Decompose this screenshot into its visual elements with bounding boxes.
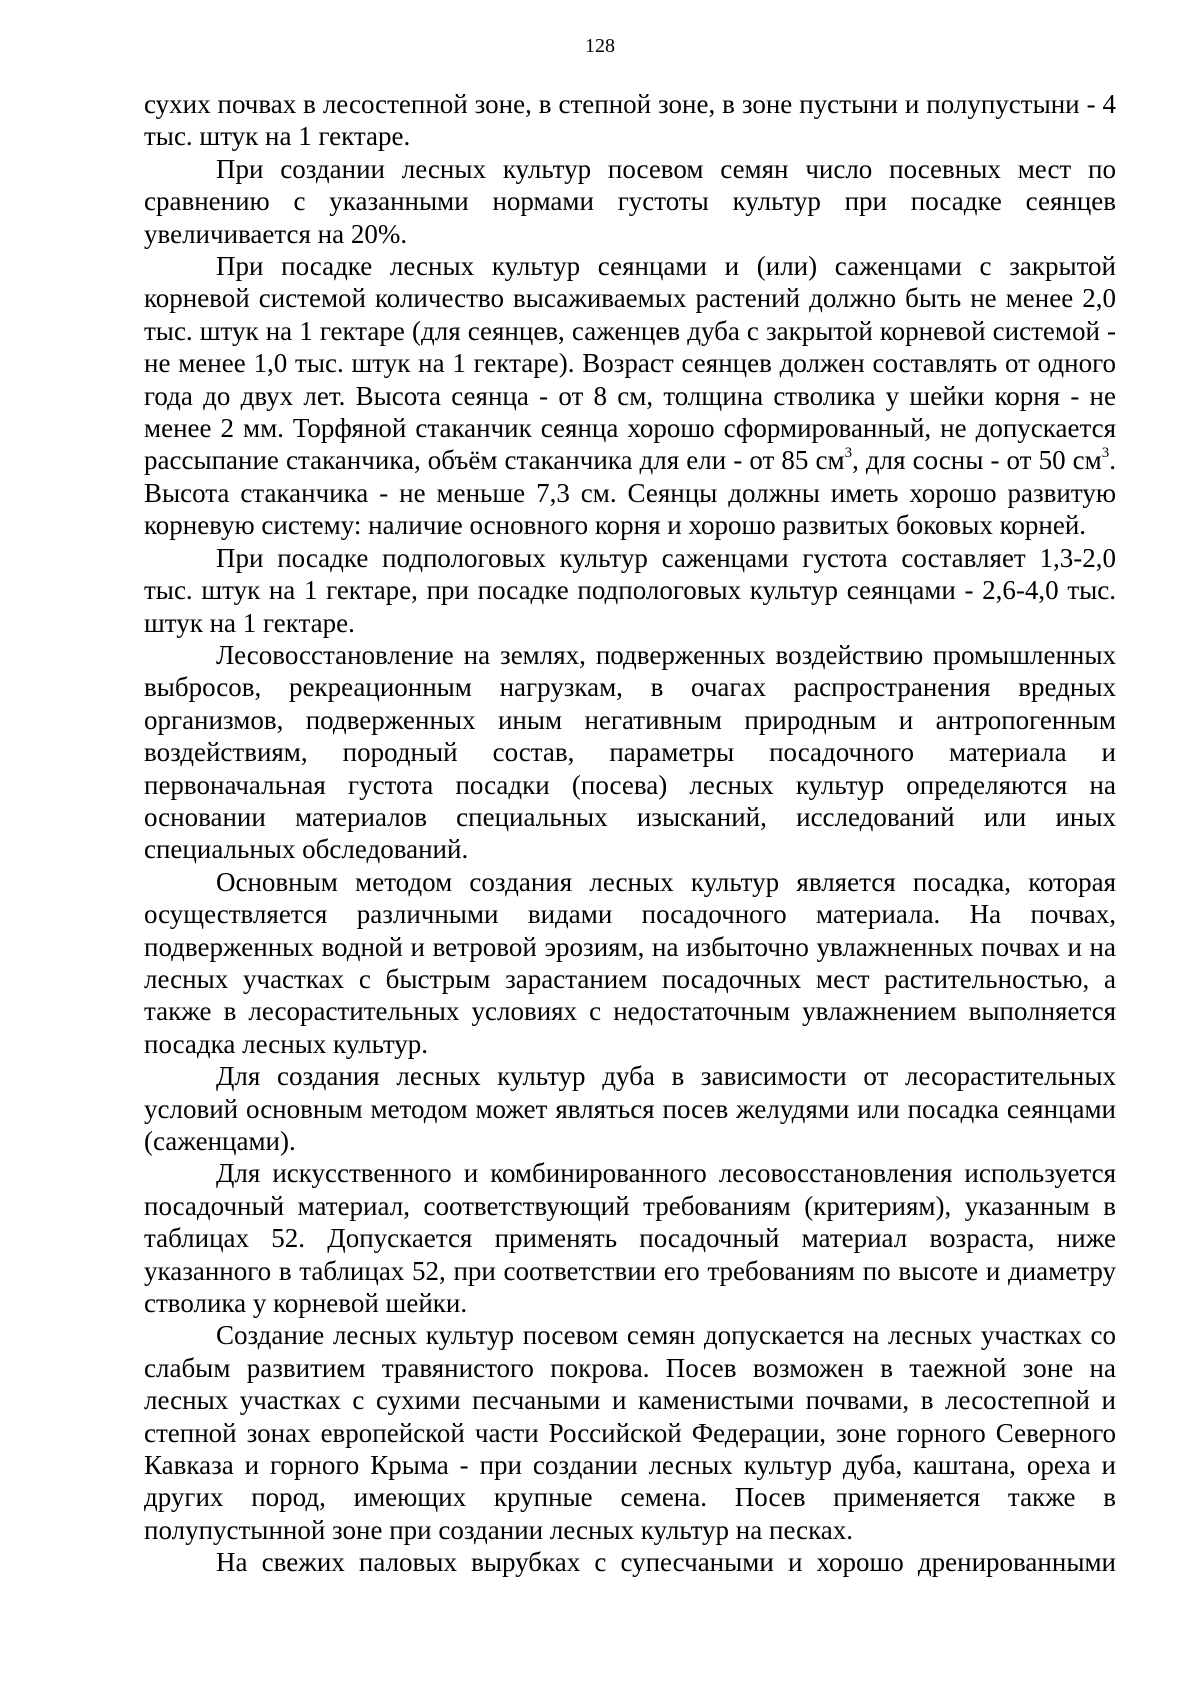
paragraph: Для создания лесных культур дуба в зависимости от лесорастительных условий основным методом может являться посев желудями или посадка сеянцами (саженцами). [144, 1061, 1116, 1156]
paragraph-text: При посадке лесных культур сеянцами и (или) саженцами с закрытой корневой системой количество высаживаемых растений должно быть не менее 2,0 тыс. штук на 1 гектаре (для сеянцев, саженцев дуба с закрытой корневой системой - не менее 1,0 тыс. штук на 1 гектаре). Возраст сеянцев должен составлять от одного года до двух лет. Высота сеянца - от 8 см, толщина стволика у шейки корня - не менее 2 мм. Торфяной стаканчик сеянца хорошо сформированный, не допускается рассыпание стаканчика, объём стаканчика для ели - от 85 см [144, 251, 1116, 476]
superscript-exponent: 3 [844, 445, 853, 462]
paragraph: сухих почвах в лесостепной зоне, в степной зоне, в зоне пустыни и полупустыни - 4 тыс. штук на 1 гектаре. [144, 89, 1116, 152]
document-body [144, 88, 1116, 1579]
paragraph: При создании лесных культур посевом семян число посевных мест по сравнению с указанными нормами густоты культур при посадке сеянцев увеличивается на 20%. [144, 153, 1116, 249]
paragraph: На свежих паловых вырубках с супесчаными и хорошо дренированными [216, 1547, 1116, 1578]
paragraph: Основным методом создания лесных культур является посадка, которая осуществляется различными видами посадочного материала. На почвах, подверженных водной и ветровой эрозиям, на избыточно увлажненных почвах и на лесных участках с быстрым зарастанием посадочных мест растительностью, а также в лесорастительных условиях с недостаточным увлажнением выполняется посадка лесных культур. [144, 866, 1116, 1059]
paragraph [144, 250, 1116, 542]
page-number: 128 [585, 35, 615, 57]
superscript-exponent: 3 [1101, 445, 1110, 462]
paragraph: Создание лесных культур посевом семян допускается на лесных участках со слабым развитием травянистого покрова. Посев возможен в таежной зоне на лесных участках с сухими песчаными и каменистыми почвами, в лесостепной и степной зонах европейской части Российской Федерации, зоне горного Северного Кавказа и горного Крыма - при создании лесных культур дуба, каштана, ореха и других пород, имеющих крупные семена. Посев применяется также в полупустынной зоне при создании лесных культур на песках. [144, 1320, 1116, 1545]
paragraph: При посадке подпологовых культур саженцами густота составляет 1,3-2,0 тыс. штук на 1 гектаре, при посадке подпологовых культур сеянцами - 2,6-4,0 тыс. штук на 1 гектаре. [144, 542, 1116, 638]
paragraph: Для искусственного и комбинированного лесовосстановления используется посадочный материал, соответствующий требованиям (критериям), указанным в таблицах 52. Допускается применять посадочный материал возраста, ниже указанного в таблицах 52, при соответствии его требованиям по высоте и диаметру стволика у корневой шейки. [144, 1158, 1116, 1319]
paragraph-text: , для сосны - от 50 см [852, 445, 1102, 476]
paragraph-text: . Высота стаканчика - не меньше 7,3 см. Сеянцы должны иметь хорошо развитую корневую систему: наличие основного корня и хорошо развитых боковых корней. [144, 445, 1116, 541]
paragraph: Лесовосстановление на землях, подверженных воздействию промышленных выбросов, рекреационным нагрузкам, в очагах распространения вредных организмов, подверженных иным негативным природным и антропогенным воздействиям, породный состав, параметры посадочного материала и первоначальная густота посадки (посева) лесных культур определяются на основании материалов специальных изысканий, исследований или иных специальных обследований. [144, 639, 1116, 865]
